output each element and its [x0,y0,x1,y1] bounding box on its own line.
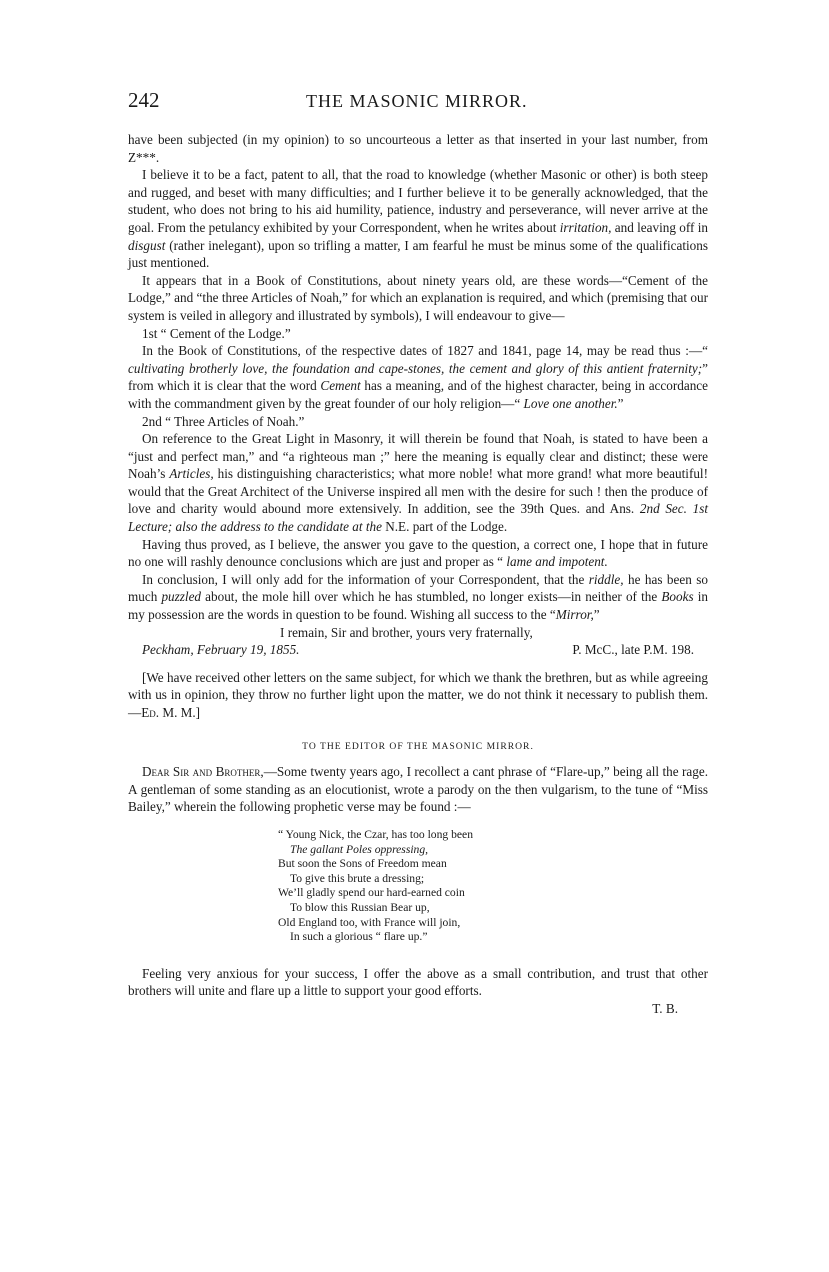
italic-run: Mirror, [555,607,594,623]
poem-line: To give this brute a dressing; [290,871,425,885]
italic-run: Books [661,589,694,605]
text-run: he has been so much [128,571,708,605]
poem-line: We’ll gladly spend our hard-earned coin [278,886,465,900]
item-heading-1: 1st “ Cement of the Lodge.” [142,325,291,341]
letter-paragraph-3 [128,272,708,325]
letter-paragraph-2 [128,166,708,272]
text-run: ” from which it is clear that the word [128,360,708,394]
italic-run: cultivating brotherly love, the foundation and cape-stones, the cement and glory of this antient fraternity; [128,360,703,376]
poem-line: Old England too, with France will join, [278,915,461,929]
signature: P. McC., late P.M. 198. [572,642,694,658]
page-header [128,88,709,114]
poem-line: The gallant Poles oppressing, [290,842,429,856]
running-title: THE MASONIC MIRROR. [306,91,528,111]
editor-abbrev: Ed. [141,705,160,720]
closing-line: I remain, Sir and brother, yours very fraternally, [280,624,533,640]
item-heading-2: 2nd “ Three Articles of Noah.” [142,413,305,429]
place-date-signature [128,641,708,659]
italic-run: Articles, [169,466,214,482]
text-run: —Some twenty years ago, I recollect a cant phrase of “Flare-up,” being all the rage. A gentleman of some standing as an elocutionist, wrote a parody on the then vulgarism, to the tune of “Miss Bailey,” wherein the following prophetic verse may be found :— [128,764,708,815]
poem-line: But soon the Sons of Freedom mean [278,857,447,871]
italic-run: disgust [128,237,166,253]
text-run: Feeling very anxious for your success, I offer the above as a small contribution, and trust that other brothers will unite and flare up a little to support your good efforts. [128,965,708,999]
letter-paragraph-1 [128,131,708,166]
poem-line: To blow this Russian Bear up, [290,900,430,914]
italic-run: irritation, [559,219,612,235]
text-run: In the Book of Constitutions, of the respective dates of 1827 and 1841, page 14, may be read thus :—“ [142,343,708,359]
second-letter-paragraph-2 [128,965,708,1000]
text-run: N.E. part of the Lodge. [381,519,508,535]
place-date: Peckham, February 19, 1855. [142,642,300,658]
text-run: (rather inelegant), upon so trifling a matter, I am fearful he must be minus some of the qualifications just mentioned. [128,237,708,271]
page-body [128,131,708,1018]
text-run: On reference to the Great Light in Masonry, it will therein be found that Noah, is stated to have been a “just and perfect man,” and “a righteous man ;” here the meaning is equally clear and distinct; these were Noah’s [128,431,708,482]
poem-line: “ Young Nick, the Czar, has too long been [278,827,473,841]
second-letter-paragraph-1 [128,763,708,816]
text-run: have been subjected (in my opinion) to so uncourteous a letter as that inserted in your last number, from Z***. [128,132,708,165]
letter-paragraph-7 [128,571,708,624]
text-run: his distinguishing characteristics; what more noble! what more grand! what more beautiful! would that the Great Architect of the Universe inspired all men with the desire for such ! then the produce of love and charity would abound more extensively. In addition, see the 39th Ques. and Ans. [128,466,708,517]
poem-verse [278,828,708,945]
author-initials: T. B. [652,1000,678,1016]
text-run: I believe it to be a fact, patent to all, that the road to knowledge (whether Masonic or other) is both steep and rugged, and beset with many difficulties; and I further believe it to be generally acknowledged, that the student, who does not bring to his aid humility, patience, industry and perseverance, will never arrive at the goal. From the petulancy exhibited by your Correspondent, when he writes about [128,167,708,235]
editor-note [128,669,708,722]
text-run: M. M.] [159,705,201,720]
text-run: about, the mole hill over which he has stumbled, no longer exists—in neither of the [201,589,662,605]
text-run: ” [593,607,600,623]
italic-run: riddle, [588,571,624,587]
text-run: Having thus proved, as I believe, the answer you gave to the question, a correct one, I hope that in future no one will rashly denounce conclusions which are just and proper as “ [128,536,708,570]
italic-run: lame and impotent. [506,554,608,570]
text-run: and leaving off in [611,219,708,235]
salutation: Dear Sir and Brother, [142,764,264,780]
italic-run: 2nd Sec. 1st Lecture; also the address to the candidate at the [128,501,708,535]
text-run: ” [617,395,624,411]
italic-run: puzzled [161,589,202,605]
text-run: has a meaning, and of the highest character, being in accordance with the commandment given by the great founder of our holy religion—“ [128,378,708,411]
text-run: [We have received other letters on the same subject, for which we thank the brethren, but as while agreeing with us in opinion, they throw no further light upon the matter, we do not think it necessary to publish them.— [128,669,708,720]
text-run: in my possession are the words in question to be found. Wishing all success to the “ [128,589,708,623]
poem-line: In such a glorious “ flare up.” [290,930,428,944]
text-run: It appears that in a Book of Constitutions, about ninety years old, are these words—“Cement of the Lodge,” and “the three Articles of Noah,” for which an explanation is required, and which (premising that our system is veiled in allegory and illustrated by symbols), I will endeavour to give— [128,272,708,323]
page-number: 242 [128,88,160,112]
text-run: In conclusion, I will only add for the information of your Correspondent, that the [142,571,589,587]
letter-paragraph-6 [128,536,708,571]
section-heading: TO THE EDITOR OF THE MASONIC MIRROR. [302,740,534,752]
letter-paragraph-5 [128,430,708,536]
italic-run: Love one another. [523,395,618,411]
italic-run: Cement [320,378,361,394]
letter-paragraph-4 [128,342,708,412]
